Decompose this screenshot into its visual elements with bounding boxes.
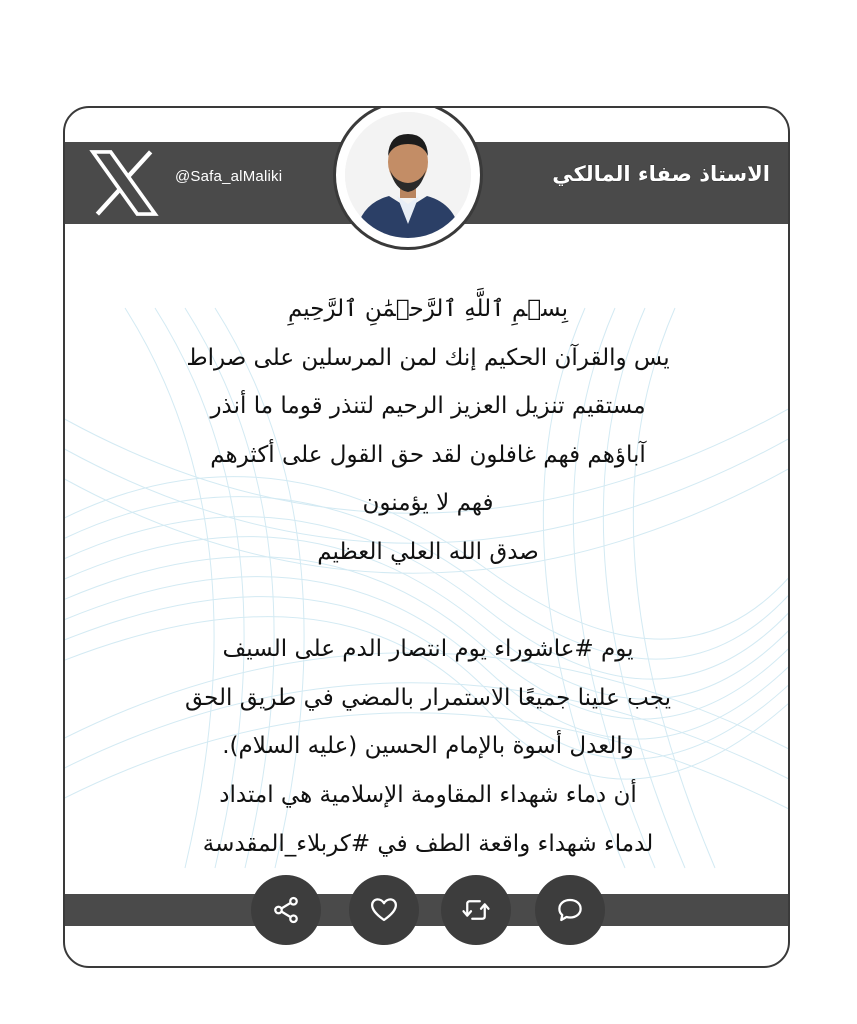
avatar-photo [345,112,471,238]
x-logo-icon[interactable] [87,146,161,220]
reply-icon [555,895,585,925]
retweet-button[interactable] [441,875,511,945]
post-line: أن دماء شهداء المقاومة الإسلامية هي امتداد [219,781,637,808]
post-line: مستقيم تنزيل العزيز الرحيم لتنذر قوما ما أنذر [210,393,646,420]
post-line: فهم لا يؤمنون [362,490,494,517]
retweet-icon [461,895,491,925]
post-text [92,285,764,868]
reply-button[interactable] [535,875,605,945]
share-button[interactable] [251,875,321,945]
post-line: لدماء شهداء واقعة الطف في #كربلاء_المقدسة [202,830,654,857]
share-icon [271,895,301,925]
post-line: يوم #عاشوراء يوم انتصار الدم على السيف [222,636,634,663]
post-line: صدق الله العلي العظيم [317,538,539,565]
post-line: والعدل أسوة بالإمام الحسين (عليه السلام). [222,733,634,760]
post-card [63,106,790,968]
post-line: يس والقرآن الحكيم إنك لمن المرسلين على صراط [186,344,670,371]
paragraph-gap [92,577,764,626]
post-line: آباؤهم فهم غافلون لقد حق القول على أكثرهم [210,441,646,468]
post-line: يجب علينا جميعًا الاستمرار بالمضي في طريق الحق [185,684,671,711]
avatar[interactable] [333,106,483,250]
footer-bar [65,894,788,926]
like-button[interactable] [349,875,419,945]
post-line: بِسۡمِ ٱللَّهِ ٱلرَّحۡمَٰنِ ٱلرَّحِيمِ [287,296,569,322]
heart-icon [369,895,399,925]
author-handle[interactable]: @Safa_alMaliki [175,168,283,185]
author-name: الاستاذ صفاء المالكي [552,162,770,186]
